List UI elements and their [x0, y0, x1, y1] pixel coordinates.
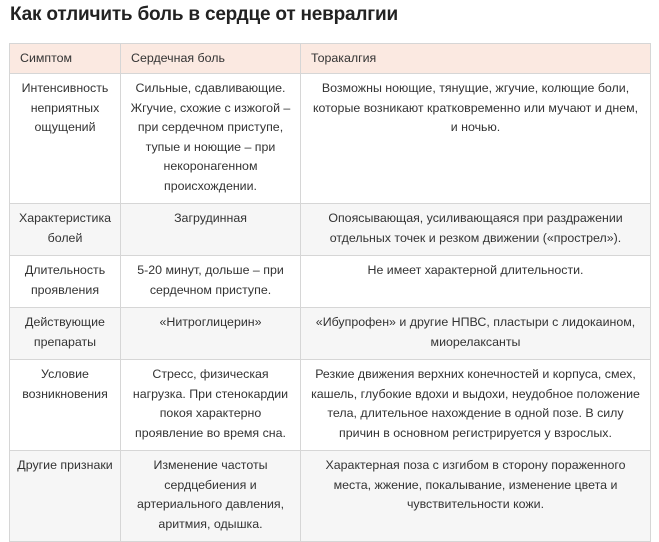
table-row: [10, 256, 651, 308]
cardiac-cell: 5-20 минут, дольше – при сердечном приступе.: [121, 256, 301, 308]
table-row: [10, 360, 651, 451]
symptom-cell: Действующие препараты: [10, 308, 121, 360]
thoracalgia-cell: Характерная поза с изгибом в сторону пораженного места, жжение, покалывание, изменение цвета и чувствительности кожи.: [301, 451, 651, 542]
symptom-cell: Другие признаки: [10, 451, 121, 542]
thoracalgia-cell: Возможны ноющие, тянущие, жгучие, колющие боли, которые возникают кратковременно или мучают и днем, и ночью.: [301, 74, 651, 204]
cardiac-cell: Стресс, физическая нагрузка. При стенокардии покоя характерно проявление во время сна.: [121, 360, 301, 451]
table-row: [10, 451, 651, 542]
cardiac-cell: Изменение частоты сердцебиения и артериального давления, аритмия, одышка.: [121, 451, 301, 542]
thoracalgia-cell: «Ибупрофен» и другие НПВС, пластыри с лидокаином, миорелаксанты: [301, 308, 651, 360]
header-thoracalgia: Торакалгия: [301, 44, 651, 74]
symptom-cell: Длительность проявления: [10, 256, 121, 308]
thoracalgia-cell: Резкие движения верхних конечностей и корпуса, смех, кашель, глубокие вдохи и выдохи, неудобное положение тела, длительное нахождение в одной позе. В силу причин в основном регистрируется у взрослых.: [301, 360, 651, 451]
table-row: [10, 204, 651, 256]
cardiac-cell: Загрудинная: [121, 204, 301, 256]
comparison-table: [9, 43, 651, 542]
thoracalgia-cell: Опоясывающая, усиливающаяся при раздражении отдельных точек и резком движении («прострел»).: [301, 204, 651, 256]
page-title: Как отличить боль в сердце от невралгии: [10, 4, 398, 25]
thoracalgia-cell: Не имеет характерной длительности.: [301, 256, 651, 308]
symptom-cell: Характеристика болей: [10, 204, 121, 256]
table-row: [10, 74, 651, 204]
symptom-cell: Условие возникновения: [10, 360, 121, 451]
header-cardiac-pain: Сердечная боль: [121, 44, 301, 74]
table-row: [10, 308, 651, 360]
cardiac-cell: «Нитроглицерин»: [121, 308, 301, 360]
cardiac-cell: Сильные, сдавливающие. Жгучие, схожие с изжогой – при сердечном приступе, тупые и ноющие – при некоронагенном происхождении.: [121, 74, 301, 204]
symptom-cell: Интенсивность неприятных ощущений: [10, 74, 121, 204]
table-header-row: [10, 44, 651, 74]
header-symptom: Симптом: [10, 44, 121, 74]
